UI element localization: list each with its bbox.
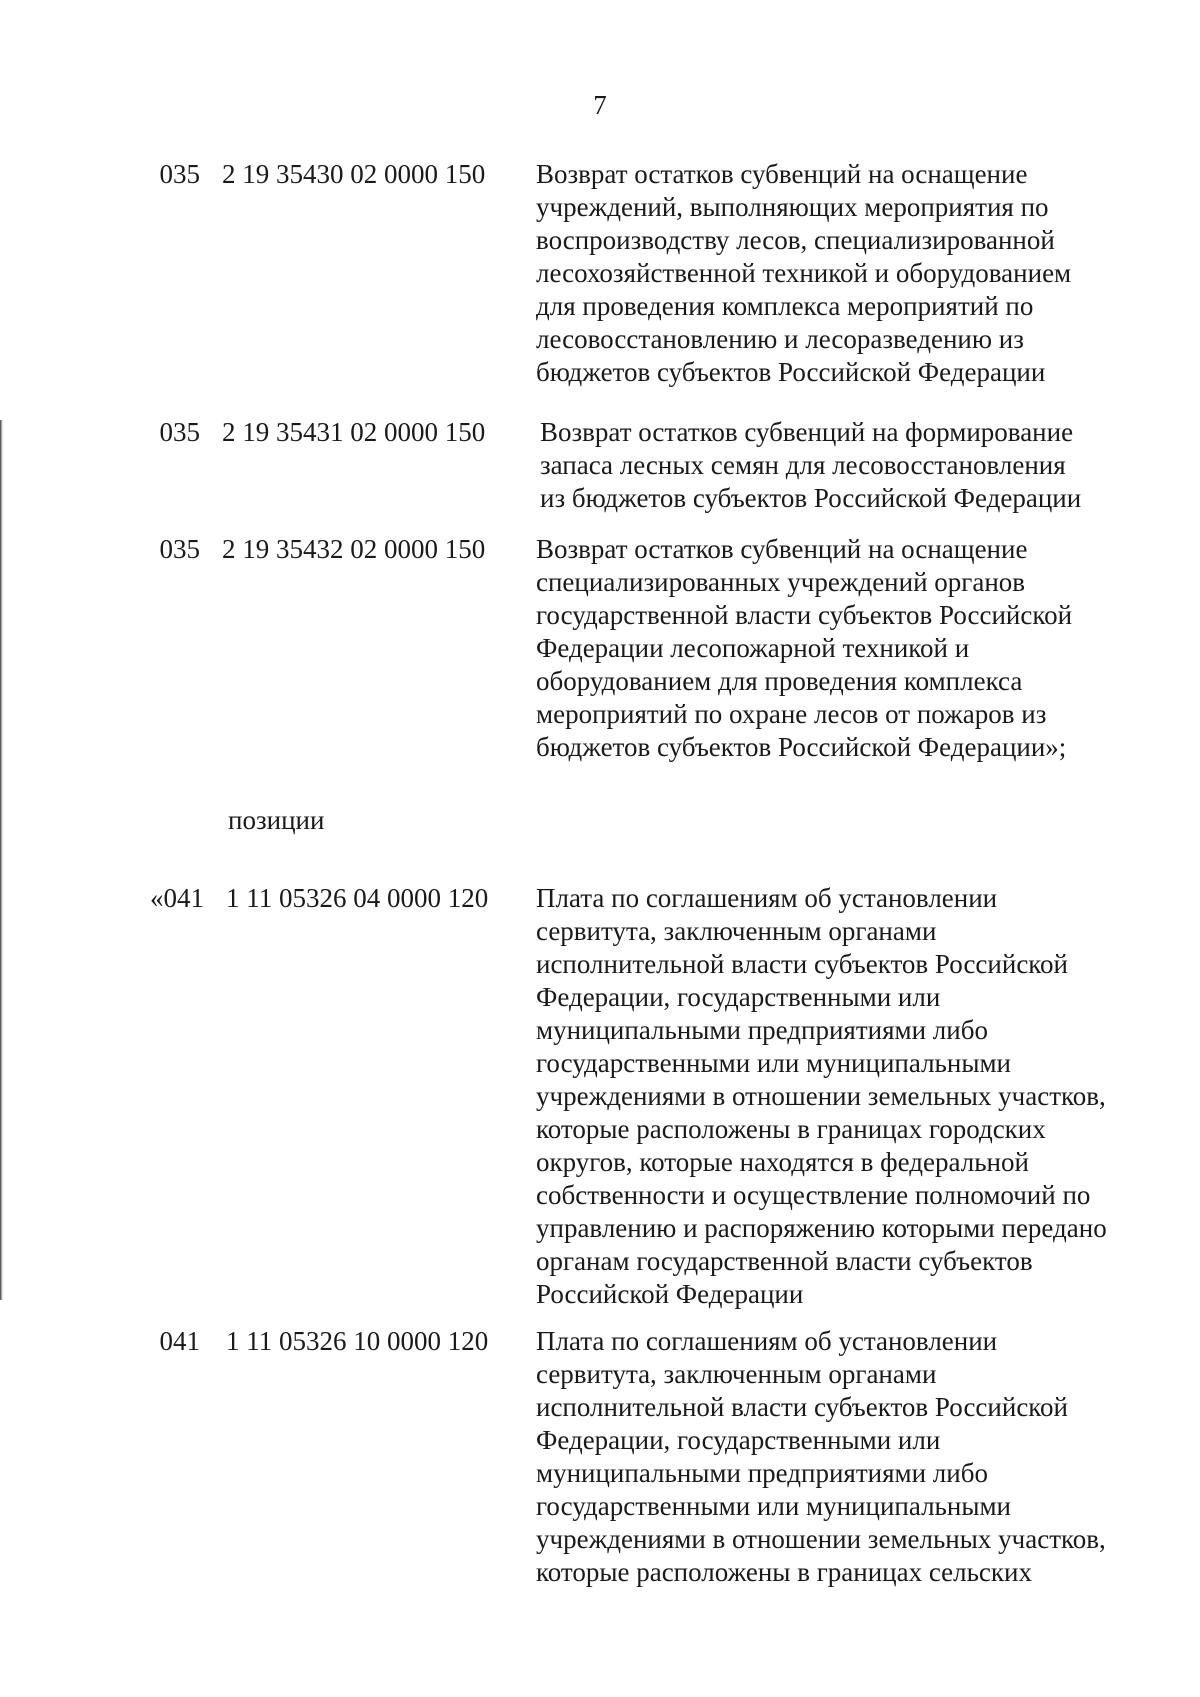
description-line: бюджетов субъектов Российской Федерации (536, 357, 1046, 387)
row-description (536, 1325, 1156, 1589)
description-line: округов, которые находятся в федеральной (536, 1147, 1029, 1177)
description-line: сервитута, заключенным органами (536, 916, 937, 946)
description-line: Возврат остатков субвенций на оснащение (536, 534, 1028, 564)
description-line: собственности и осуществление полномочий по (536, 1180, 1091, 1210)
row-description (540, 416, 1160, 515)
description-line: которые расположены в границах сельских (536, 1557, 1032, 1587)
description-line: Российской Федерации (536, 1279, 804, 1309)
revenue-code: 1 11 05326 10 0000 120 (226, 1326, 489, 1356)
description-line: Федерации, государственными или (536, 982, 941, 1012)
description-line: учреждениями в отношении земельных участков, (536, 1081, 1106, 1111)
description-line: воспроизводству лесов, специализированной (536, 225, 1055, 255)
description-line: государственными или муниципальными (536, 1491, 1011, 1521)
description-line: государственными или муниципальными (536, 1048, 1011, 1078)
description-line: мероприятий по охране лесов от пожаров из (536, 699, 1047, 729)
description-line: Возврат остатков субвенций на формирование (540, 417, 1074, 447)
description-line: из бюджетов субъектов Российской Федерации (540, 483, 1082, 513)
description-line: Федерации, государственными или (536, 1425, 941, 1455)
admin-code: 035 (159, 534, 200, 564)
row-description (536, 158, 1156, 389)
revenue-code: 2 19 35430 02 0000 150 (222, 159, 486, 189)
admin-code: «041 (150, 883, 204, 913)
description-line: специализированных учреждений органов (536, 567, 1026, 597)
description-line: муниципальными предприятиями либо (536, 1458, 988, 1488)
description-line: Возврат остатков субвенций на оснащение (536, 159, 1028, 189)
description-line: оборудованием для проведения комплекса (536, 666, 1023, 696)
description-line: бюджетов субъектов Российской Федерации»; (536, 732, 1067, 762)
positions-label: позиции (228, 805, 325, 835)
revenue-code: 2 19 35432 02 0000 150 (222, 534, 486, 564)
description-line: сервитута, заключенным органами (536, 1359, 937, 1389)
revenue-code: 1 11 05326 04 0000 120 (226, 883, 489, 913)
revenue-code: 2 19 35431 02 0000 150 (222, 417, 486, 447)
scan-edge-shadow (0, 420, 3, 1300)
description-line: муниципальными предприятиями либо (536, 1015, 988, 1045)
admin-code: 035 (159, 417, 200, 447)
description-line: государственной власти субъектов Российской (536, 600, 1073, 630)
description-line: лесовосстановлению и лесоразведению из (536, 324, 1024, 354)
admin-code: 041 (159, 1326, 200, 1356)
description-line: учреждениями в отношении земельных участков, (536, 1524, 1106, 1554)
description-line: Плата по соглашениям об установлении (536, 883, 998, 913)
admin-code: 035 (159, 159, 200, 189)
description-line: исполнительной власти субъектов Российской (536, 1392, 1068, 1422)
row-description (536, 882, 1156, 1311)
description-line: запаса лесных семян для лесовосстановления (540, 450, 1066, 480)
description-line: исполнительной власти субъектов Российской (536, 949, 1068, 979)
description-line: которые расположены в границах городских (536, 1114, 1046, 1144)
page-number: 7 (593, 90, 607, 120)
description-line: органам государственной власти субъектов (536, 1246, 1033, 1276)
description-line: Плата по соглашениям об установлении (536, 1326, 998, 1356)
description-line: лесохозяйственной техникой и оборудованием (536, 258, 1072, 288)
description-line: для проведения комплекса мероприятий по (536, 291, 1034, 321)
description-line: управлению и распоряжению которыми передано (536, 1213, 1107, 1243)
description-line: Федерации лесопожарной техникой и (536, 633, 970, 663)
description-line: учреждений, выполняющих мероприятия по (536, 192, 1049, 222)
row-description (536, 533, 1156, 764)
